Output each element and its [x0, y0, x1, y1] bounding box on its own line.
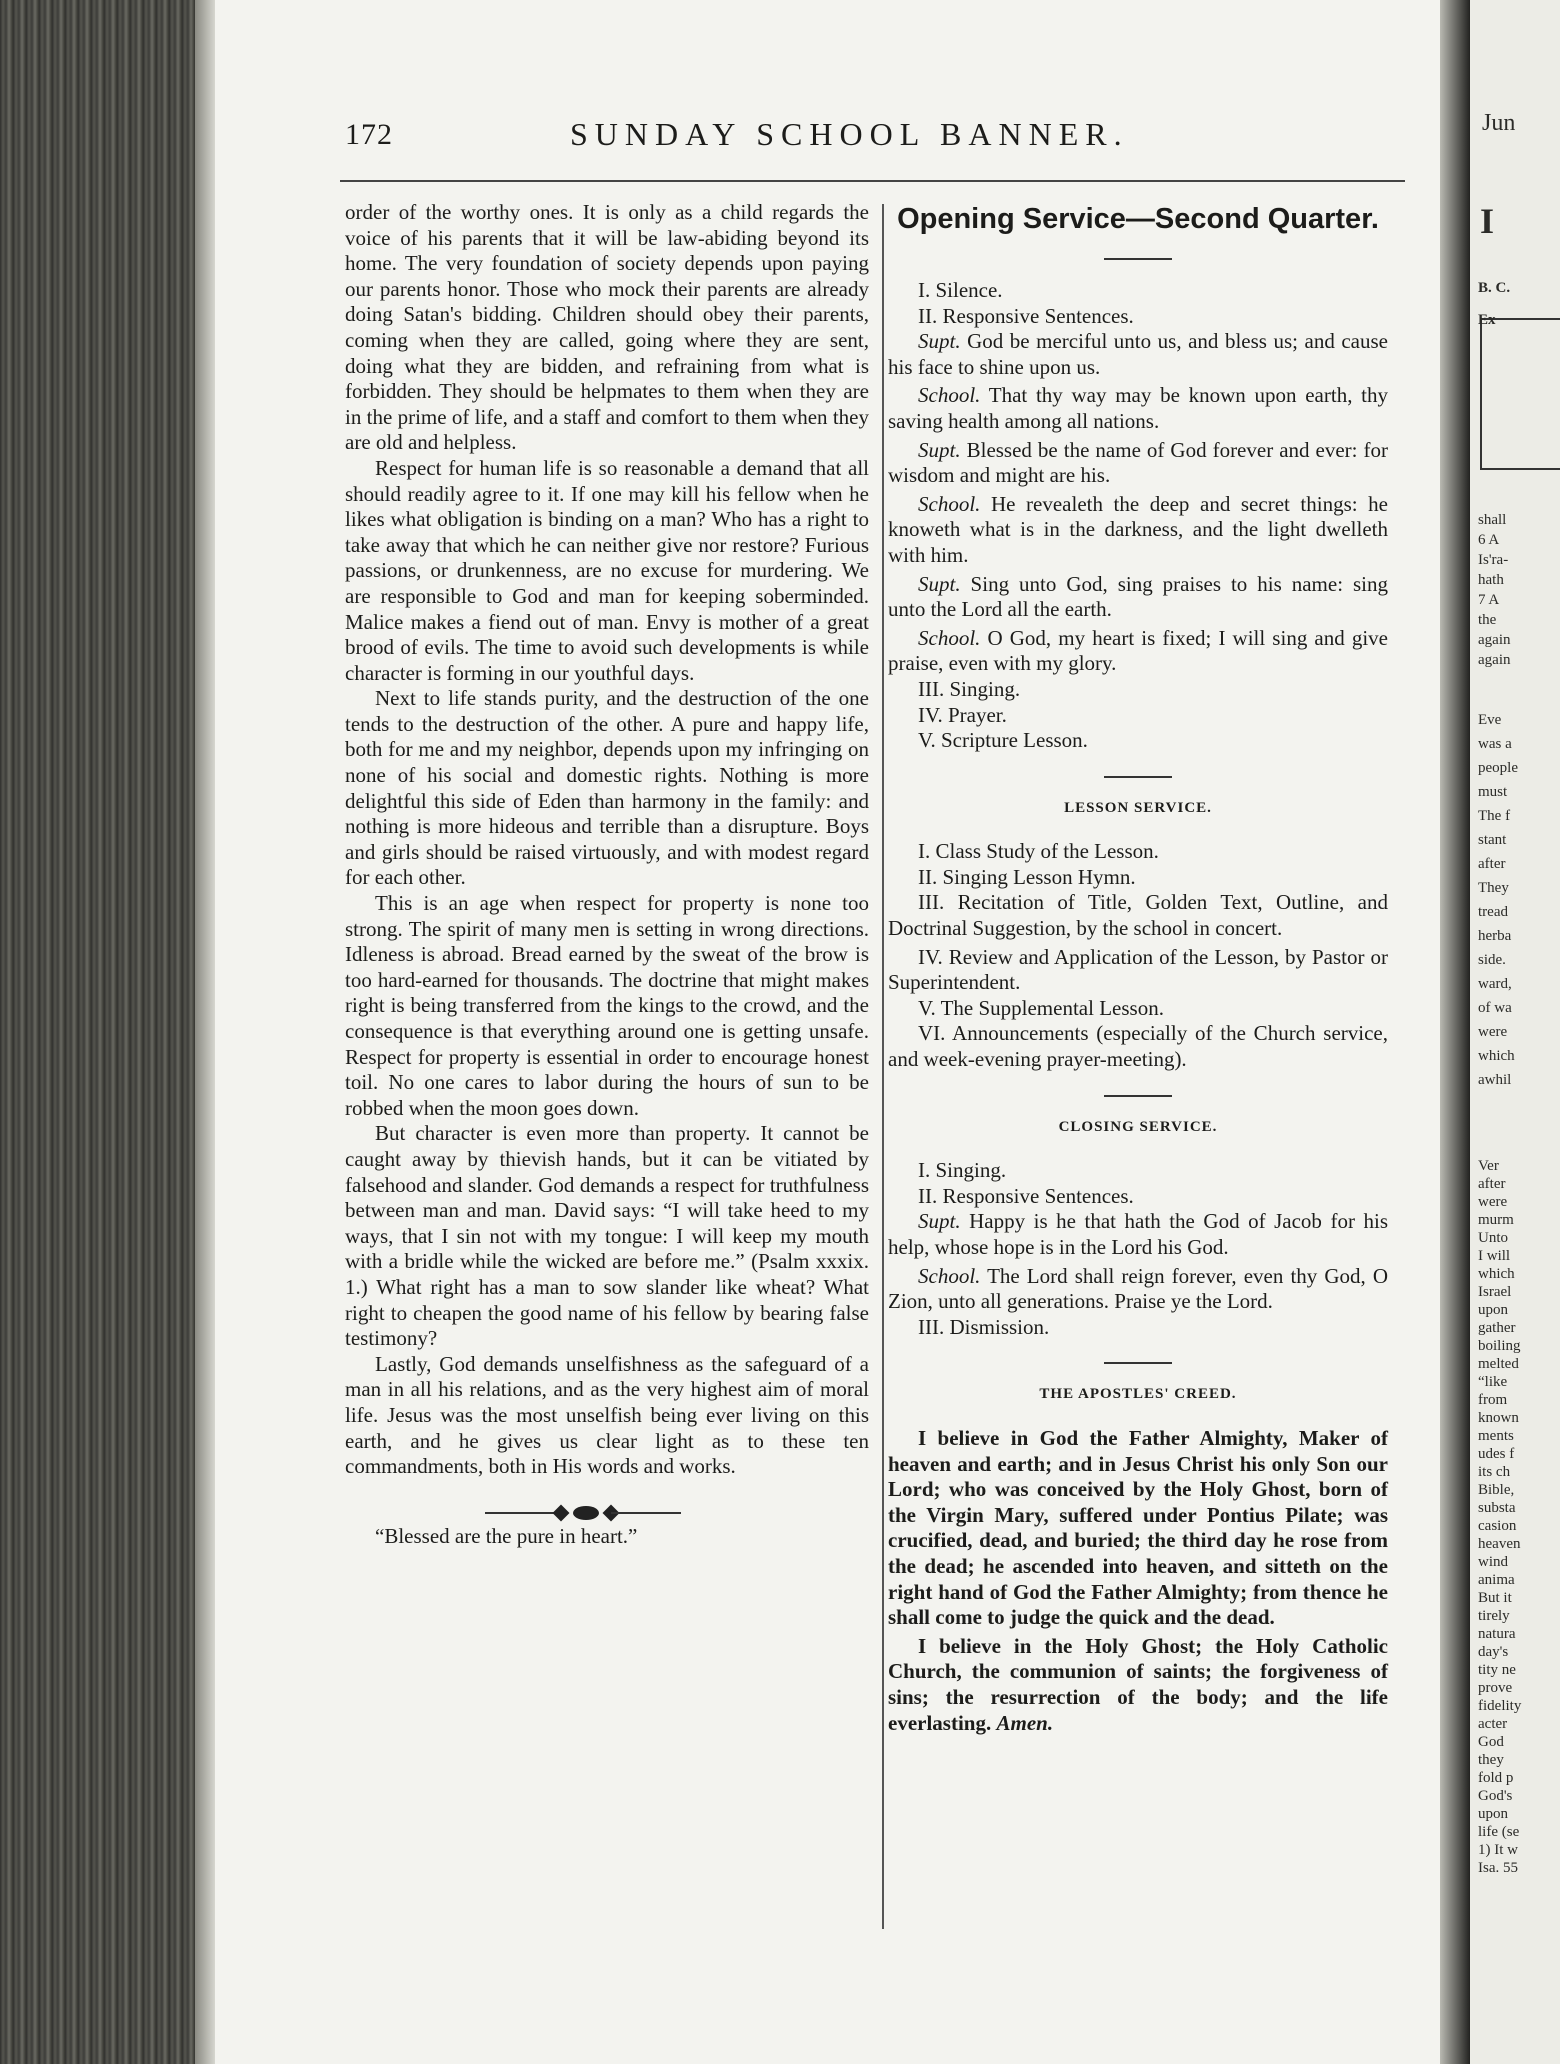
responsive-sentence — [888, 572, 1388, 623]
list-item: I. Class Study of the Lesson. — [918, 839, 1159, 864]
adjacent-page-line: 7 A — [1478, 592, 1500, 608]
list-item: II. Responsive Sentences. — [918, 1183, 1134, 1208]
adjacent-page-line: was a — [1478, 736, 1512, 752]
list-item: II. Responsive Sentences. — [918, 303, 1134, 328]
adjacent-page-line: upon — [1478, 1806, 1508, 1822]
adjacent-page-fragment — [1470, 0, 1560, 2064]
creed-heading: THE APOSTLES' CREED. — [1039, 1386, 1237, 1403]
adjacent-page-line: God's — [1478, 1788, 1513, 1804]
adjacent-page-line: Unto — [1478, 1230, 1508, 1246]
lesson-service-heading: LESSON SERVICE. — [1064, 799, 1212, 816]
adjacent-page-line: were — [1478, 1024, 1508, 1040]
adjacent-page-line: natura — [1478, 1626, 1516, 1642]
adjacent-page-line: heaven — [1478, 1536, 1521, 1552]
speaker: Supt. — [918, 329, 961, 354]
responsive-sentence — [888, 383, 1388, 434]
sentence-text: Happy is he that hath the God of Jacob for his help, whose hope is in the Lord his God. — [888, 1209, 1388, 1259]
sentence-text: That thy way may be known upon earth, thy saving health among all nations. — [888, 383, 1388, 433]
adjacent-page-line: Bible, — [1478, 1482, 1515, 1498]
illustration-frame-fragment — [1480, 318, 1560, 470]
adjacent-page-line: its ch — [1478, 1464, 1511, 1480]
list-item: I. Singing. — [918, 1158, 1007, 1183]
adjacent-page-line: ments — [1478, 1428, 1514, 1444]
creed-paragraph — [888, 1634, 1388, 1736]
ornament-divider — [485, 1502, 685, 1524]
speaker: School. — [918, 383, 981, 408]
adjacent-page-line: awhil — [1478, 1072, 1512, 1088]
adjacent-page-line: were — [1478, 1194, 1508, 1210]
paragraph: This is an age when respect for property is none too strong. The spirit of many men is setting in wrong directions. Idleness is abroad. Bread earned by the sweat of the brow is too hard-earned for thousands. The doctrine that might makes right is being transferred from the kings to the crowd, and the consequence is that everything around one is getting unsafe. Respect for property is essential in order to encourage honest toil. No one cares to labor during the hours of sun to be robbed when the moon goes down. — [345, 891, 869, 1120]
adjacent-page-line: 1) It w — [1478, 1842, 1518, 1858]
adjacent-page-line: Ex — [1478, 312, 1496, 328]
adjacent-page-line: shall — [1478, 512, 1507, 528]
adjacent-page-line: “like — [1478, 1374, 1508, 1390]
speaker: School. — [918, 1263, 981, 1288]
adjacent-page-line: after — [1478, 1176, 1506, 1192]
speaker: Supt. — [918, 571, 961, 596]
adjacent-page-line: But it — [1478, 1590, 1512, 1606]
sentence-text: The Lord shall reign forever, even thy God, O Zion, unto all generations. Praise ye the Lord. — [888, 1263, 1388, 1314]
adjacent-page-line: of wa — [1478, 1000, 1512, 1016]
adjacent-page-line: fidelity — [1478, 1698, 1522, 1714]
paragraph: order of the worthy ones. It is only as a child regards the voice of his parents that it will be law-abiding beyond its home. The very foundation of society depends upon paying our parents honor. Those who mock their parents are already doing Satan's bidding. Children should obey their parents, coming when they are called, going where they are sent, doing what they are bidden, and refraining from what is forbidden. They should be helpmates to them when they are in the prime of life, and a staff and comfort to them when they are old and helpless. — [345, 200, 869, 455]
adjacent-page-line: fold p — [1478, 1770, 1514, 1786]
adjacent-page-line: stant — [1478, 832, 1507, 848]
binding-shadow — [1440, 0, 1470, 2064]
adjacent-page-line: they — [1478, 1752, 1504, 1768]
adjacent-page-line: anima — [1478, 1572, 1515, 1588]
list-item: II. Singing Lesson Hymn. — [918, 864, 1136, 889]
creed-text: I believe in the Holy Ghost; the Holy Catholic Church, the communion of saints; the forgiveness of sins; the resurrection of the body; and the life everlasting. — [888, 1633, 1388, 1735]
paragraph: But character is even more than property. It cannot be caught away by thievish hands, but it can be vitiated by falsehood and slander. God demands a respect for truthfulness between man and man. David says: “I will take heed to my ways, that I sin not with my tongue: I will keep my mouth with a bridle while the wicked are before me.” (Psalm xxxix. 1.) What right has a man to sow slander like wheat? What right to cheapen the good name of his fellow by bearing false testimony? — [345, 1121, 869, 1351]
adjacent-page-line: which — [1478, 1266, 1515, 1282]
adjacent-page-line: gather — [1478, 1320, 1516, 1336]
divider — [1104, 1095, 1172, 1097]
sentence-text: Blessed be the name of God forever and ever: for wisdom and might are his. — [888, 437, 1388, 488]
adjacent-page-line: murm — [1478, 1212, 1514, 1228]
adjacent-page-line: side. — [1478, 952, 1506, 968]
speaker: Supt. — [918, 437, 961, 462]
left-column — [345, 200, 869, 1549]
speaker: School. — [918, 625, 981, 650]
book-gutter — [0, 0, 215, 2064]
paragraph: Next to life stands purity, and the destruction of the one tends to the destruction of the other. A pure and happy life, both for me and my neighbor, depends upon my infringing on none of his social and domestic rights. Nothing is more delightful this side of Eden than harmony in the family: and nothing is more hideous and terrible than a disrupture. Boys and girls should be raised virtuously, and with modest regard for each other. — [345, 686, 869, 890]
header-rule — [340, 180, 1405, 182]
responsive-sentence — [888, 329, 1388, 380]
responsive-sentence — [888, 1264, 1388, 1315]
list-item: I. Silence. — [918, 278, 1003, 302]
adjacent-page-line: which — [1478, 1048, 1515, 1064]
responsive-sentence — [888, 438, 1388, 489]
adjacent-page-line: udes f — [1478, 1446, 1515, 1462]
adjacent-page-line: herba — [1478, 928, 1512, 944]
paragraph: Lastly, God demands unselfishness as the safeguard of a man in all his relations, and as the very highest aim of moral life. Jesus was the most unselfish being ever living on this earth, and he gives us clear light as to these ten commandments, both in His words and works. — [345, 1351, 869, 1479]
adjacent-page-line: Is'ra- — [1478, 552, 1509, 568]
adjacent-page-line: from — [1478, 1392, 1508, 1408]
adjacent-page-line: after — [1478, 856, 1506, 872]
paragraph: Respect for human life is so reasonable a demand that all should readily agree to it. If one may kill his fellow when he likes what obligation is binding on a man? Who has a right to take away that which he can neither give nor restore? Furious passions, or drunkenness, are no excuse for murdering. We are responsible to God and man for keeping soberminded. Malice makes a fiend out of man. Envy is mother of a great brood of evils. The time to avoid such developments is while character is forming in our youthful days. — [345, 455, 869, 685]
adjacent-page-line: substa — [1478, 1500, 1516, 1516]
adjacent-page-line: acter — [1478, 1716, 1508, 1732]
adjacent-page-line: wind — [1478, 1554, 1508, 1570]
adjacent-page-line: Eve — [1478, 712, 1502, 728]
adjacent-page-line: God — [1478, 1734, 1504, 1750]
responsive-sentence — [888, 1209, 1388, 1260]
adjacent-page-line: B. C. — [1478, 280, 1511, 296]
adjacent-page-line: must — [1478, 784, 1508, 800]
closing-quote: “Blessed are the pure in heart.” — [375, 1523, 638, 1548]
sentence-text: Sing unto God, sing praises to his name: sing unto the Lord all the earth. — [888, 571, 1388, 622]
adjacent-page-line: 6 A — [1478, 532, 1500, 548]
adjacent-page-line: tread — [1478, 904, 1508, 920]
adjacent-page-line: life (se — [1478, 1824, 1520, 1840]
adjacent-page-line: Israel — [1478, 1284, 1512, 1300]
section-title: Opening Service—Second Quarter. — [897, 203, 1379, 235]
adjacent-page-line: people — [1478, 760, 1518, 776]
adjacent-page-line: Isa. 55 — [1478, 1860, 1518, 1876]
list-item: IV. Prayer. — [918, 702, 1007, 727]
amen: Amen. — [996, 1710, 1054, 1735]
sentence-text: O God, my heart is fixed; I will sing and give praise, even with my glory. — [888, 625, 1388, 676]
list-item: III. Dismission. — [918, 1314, 1050, 1339]
responsive-sentence — [888, 626, 1388, 677]
list-item: IV. Review and Application of the Lesson, by Pastor or Superintendent. — [888, 944, 1388, 995]
responsive-sentence — [888, 492, 1388, 569]
column-divider — [882, 204, 884, 1929]
speaker: Supt. — [918, 1209, 961, 1234]
adjacent-page-line: tity ne — [1478, 1662, 1516, 1678]
adjacent-page-line: upon — [1478, 1302, 1508, 1318]
adjacent-page-line: They — [1478, 880, 1509, 896]
list-item: VI. Announcements (especially of the Church service, and week-evening prayer-meeting). — [888, 1021, 1388, 1072]
adjacent-page-line: again — [1478, 632, 1511, 648]
adjacent-page-line: boiling — [1478, 1338, 1521, 1354]
divider — [1104, 258, 1172, 260]
adjacent-page-line: I — [1480, 201, 1495, 241]
list-item: V. The Supplemental Lesson. — [918, 995, 1164, 1020]
adjacent-page-line: Ver — [1478, 1158, 1499, 1174]
adjacent-page-line: The f — [1478, 808, 1511, 824]
adjacent-page-line: melted — [1478, 1356, 1519, 1372]
right-column — [888, 200, 1388, 1736]
adjacent-page-line: hath — [1478, 572, 1504, 588]
adjacent-page-line: casion — [1478, 1518, 1517, 1534]
sentence-text: He revealeth the deep and secret things: he knoweth what is in the darkness, and the light dwelleth with him. — [888, 491, 1388, 567]
adjacent-page-line: the — [1478, 612, 1497, 628]
sentence-text: God be merciful unto us, and bless us; and cause his face to shine upon us. — [888, 329, 1388, 379]
adjacent-page-line: day's — [1478, 1644, 1509, 1660]
adjacent-page-line: I will — [1478, 1248, 1511, 1264]
adjacent-page-line: known — [1478, 1410, 1519, 1426]
adjacent-page-line: ward, — [1478, 976, 1512, 992]
closing-service-heading: CLOSING SERVICE. — [1058, 1118, 1218, 1135]
page-number: 172 — [345, 118, 393, 151]
list-item: III. Recitation of Title, Golden Text, Outline, and Doctrinal Suggestion, by the school in concert. — [888, 890, 1388, 941]
divider — [1104, 776, 1172, 778]
page-edge-shading — [195, 0, 215, 2064]
list-item: III. Singing. — [918, 676, 1021, 701]
creed-paragraph: I believe in God the Father Almighty, Maker of heaven and earth; and in Jesus Christ his only Son our Lord; who was conceived by the Holy Ghost, born of the Virgin Mary, suffered under Pontius Pilate; was crucified, dead, and buried; the third day he rose from the dead; he ascended into heaven, and sitteth on the right hand of God the Father Almighty; from thence he shall come to judge the quick and the dead. — [888, 1425, 1388, 1630]
list-item: V. Scripture Lesson. — [918, 728, 1088, 753]
adjacent-page-line: Jun — [1482, 110, 1516, 136]
speaker: School. — [918, 491, 981, 516]
adjacent-page-line: prove — [1478, 1680, 1513, 1696]
adjacent-page-line: tirely — [1478, 1608, 1510, 1624]
divider — [1104, 1362, 1172, 1364]
running-title: SUNDAY SCHOOL BANNER. — [570, 116, 1129, 152]
adjacent-page-line: again — [1478, 652, 1511, 668]
